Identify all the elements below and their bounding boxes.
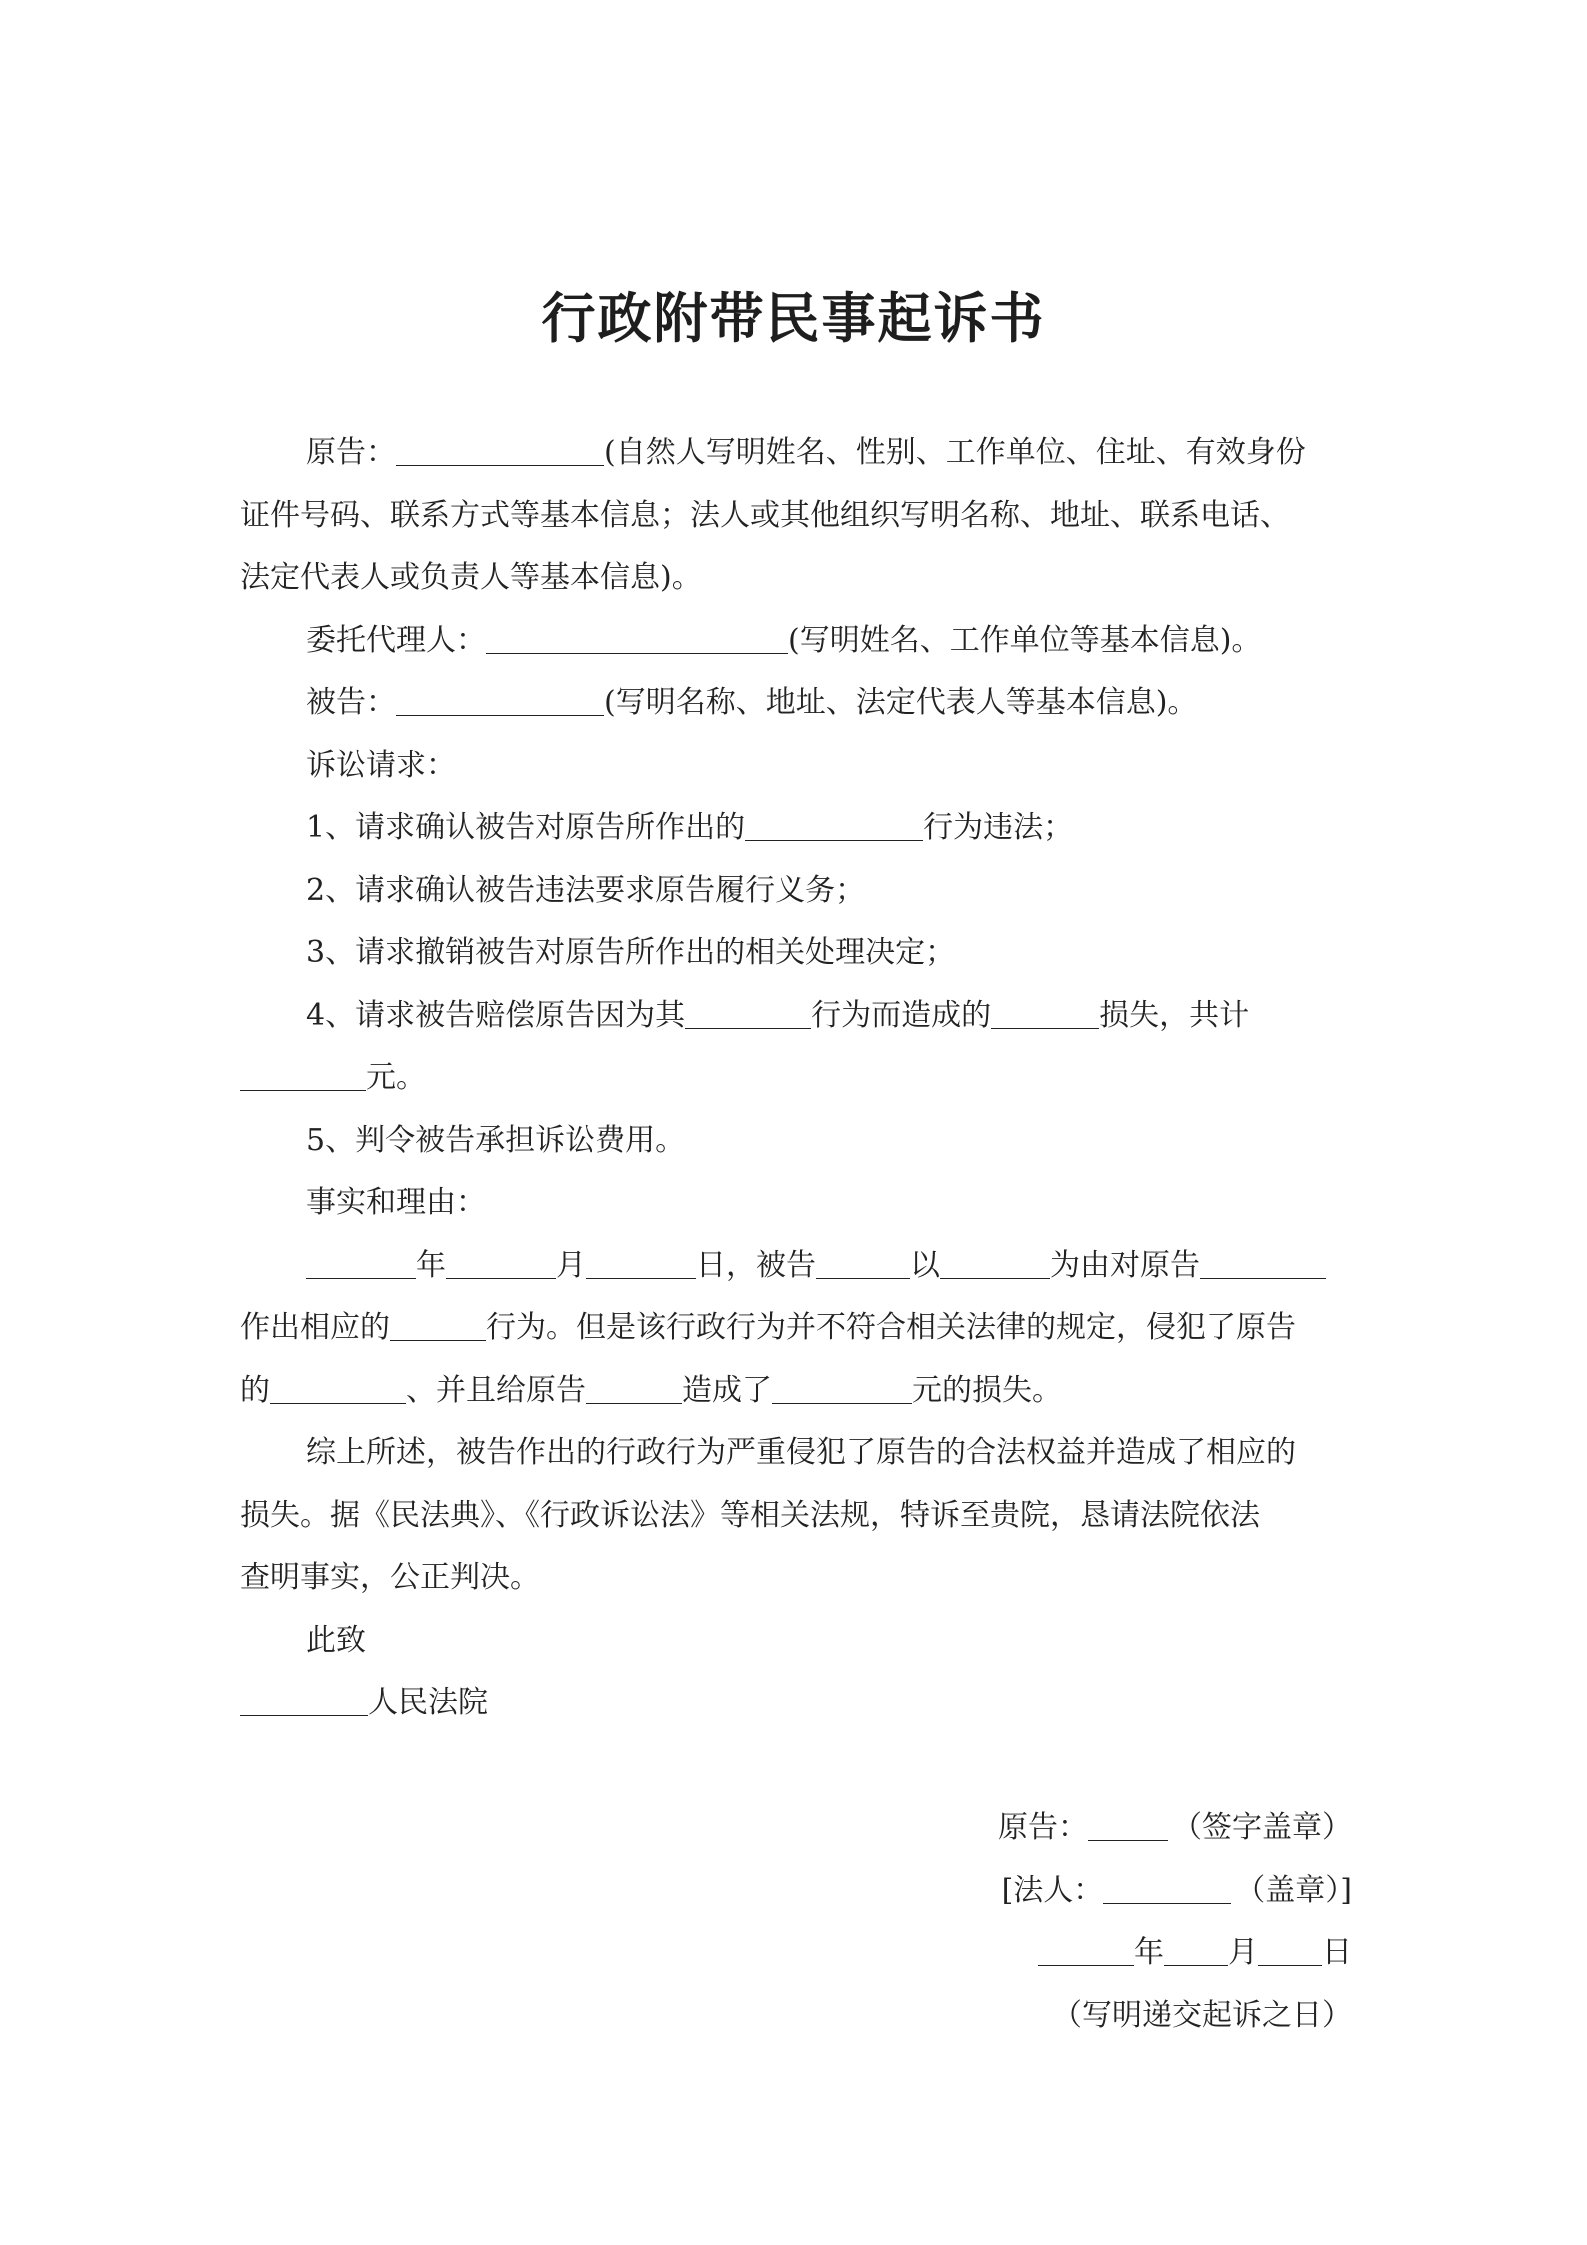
signature-month-label: 月 — [1228, 1935, 1258, 1970]
facts-month-blank[interactable] — [446, 1244, 556, 1279]
signature-plaintiff — [998, 1797, 1352, 1859]
facts-year-label: 年 — [416, 1248, 446, 1283]
facts-l2-text-b: 行为。但是该行政行为并不符合相关法律的规定，侵犯了原告 — [486, 1310, 1296, 1345]
agent-label: 委托代理人： — [306, 623, 486, 658]
plaintiff-line-3: 法定代表人或负责人等基本信息)。 — [240, 560, 702, 595]
facts-day-blank[interactable] — [586, 1244, 696, 1279]
facts-reason-blank[interactable] — [940, 1244, 1050, 1279]
signature-date — [1038, 1922, 1352, 1984]
facts-heading: 事实和理由： — [306, 1185, 486, 1220]
signature-plaintiff-label: 原告： — [998, 1810, 1088, 1845]
claim-item-4-cont — [240, 1047, 1352, 1109]
claim-1-blank[interactable] — [745, 806, 923, 841]
facts-p2-line-1: 综上所述，被告作出的行政行为严重侵犯了原告的合法权益并造成了相应的 — [306, 1435, 1296, 1470]
facts-rights-blank[interactable] — [270, 1369, 406, 1404]
claim-4-blank-act[interactable] — [685, 994, 811, 1029]
claim-4-blank-amount[interactable] — [240, 1056, 366, 1091]
facts-l3-text-c: 造成了 — [682, 1373, 772, 1408]
facts-p2-line-2: 损失。据《民法典》、《行政诉讼法》等相关法规，特诉至贵院，恳请法院依法 — [240, 1498, 1260, 1533]
claim-item-3: 3、请求撤销被告对原告所作出的相关处理决定； — [306, 935, 956, 970]
closing-salutation: 此致 — [306, 1623, 366, 1658]
facts-l3-text-d: 元的损失。 — [912, 1373, 1062, 1408]
claim-4-text-a: 4、请求被告赔偿原告因为其 — [306, 998, 686, 1033]
plaintiff-label: 原告： — [306, 435, 396, 470]
signature-legal-person-note: （盖章）] — [1235, 1873, 1352, 1908]
facts-defendant-blank[interactable] — [816, 1244, 910, 1279]
facts-year-blank[interactable] — [306, 1244, 416, 1279]
facts-by-label: 以 — [910, 1248, 940, 1283]
facts-amount-blank[interactable] — [772, 1369, 912, 1404]
signature-legal-person-label: [法人： — [1001, 1873, 1104, 1908]
signature-date-note: （写明递交起诉之日） — [1052, 1998, 1352, 2033]
signature-day-blank[interactable] — [1258, 1931, 1322, 1966]
facts-p1-line-1 — [240, 1235, 1352, 1297]
court-line — [240, 1672, 1352, 1734]
plaintiff-blank[interactable] — [396, 431, 604, 466]
claim-item-4 — [240, 985, 1352, 1047]
facts-p1-line-3 — [240, 1360, 1352, 1422]
agent-blank[interactable] — [486, 619, 788, 654]
agent-line — [240, 610, 1352, 672]
plaintiff-note: (自然人写明姓名、性别、工作单位、住址、有效身份 — [604, 435, 1306, 470]
facts-l2-text-a: 作出相应的 — [240, 1310, 390, 1345]
claim-4-text-d: 元。 — [366, 1060, 426, 1095]
facts-p1-line-2 — [240, 1297, 1352, 1359]
document-title: 行政附带民事起诉书 — [541, 286, 1046, 350]
plaintiff-line-1 — [240, 422, 1352, 484]
signature-plaintiff-note: （签字盖章） — [1172, 1810, 1352, 1845]
facts-p2-line-3: 查明事实，公正判决。 — [240, 1560, 540, 1595]
signature-month-blank[interactable] — [1164, 1931, 1228, 1966]
signature-legal-person-blank[interactable] — [1103, 1869, 1231, 1904]
facts-l3-text-a: 的 — [240, 1373, 270, 1408]
facts-month-label: 月 — [556, 1248, 586, 1283]
signature-year-label: 年 — [1134, 1935, 1164, 1970]
facts-act-blank[interactable] — [390, 1306, 486, 1341]
claim-item-2: 2、请求确认被告违法要求原告履行义务； — [306, 873, 866, 908]
claims-heading: 诉讼请求： — [306, 748, 456, 783]
defendant-note: (写明名称、地址、法定代表人等基本信息)。 — [604, 685, 1198, 720]
claim-4-text-b: 行为而造成的 — [811, 998, 992, 1033]
signature-plaintiff-blank[interactable] — [1088, 1806, 1168, 1841]
facts-target-blank[interactable] — [1200, 1244, 1326, 1279]
facts-day-label: 日，被告 — [696, 1248, 816, 1283]
claim-item-1 — [240, 797, 1352, 859]
claim-4-text-c: 损失，共计 — [1099, 998, 1250, 1033]
court-name-blank[interactable] — [240, 1681, 368, 1716]
claim-4-blank-loss[interactable] — [991, 994, 1099, 1029]
claim-item-5: 5、判令被告承担诉讼费用。 — [306, 1123, 686, 1158]
defendant-label: 被告： — [306, 685, 396, 720]
claim-1-text-end: 行为违法； — [923, 810, 1074, 845]
signature-day-label: 日 — [1322, 1935, 1352, 1970]
defendant-line — [240, 672, 1352, 734]
defendant-blank[interactable] — [396, 681, 604, 716]
signature-year-blank[interactable] — [1038, 1931, 1134, 1966]
claim-1-text: 1、请求确认被告对原告所作出的 — [306, 810, 746, 845]
agent-note: (写明姓名、工作单位等基本信息)。 — [788, 623, 1262, 658]
facts-harm-blank[interactable] — [586, 1369, 682, 1404]
facts-l3-text-b: 、并且给原告 — [406, 1373, 586, 1408]
facts-reason-label: 为由对原告 — [1050, 1248, 1200, 1283]
signature-legal-person — [1002, 1860, 1352, 1922]
court-suffix: 人民法院 — [368, 1685, 488, 1720]
plaintiff-line-2: 证件号码、联系方式等基本信息；法人或其他组织写明名称、地址、联系电话、 — [240, 498, 1290, 533]
